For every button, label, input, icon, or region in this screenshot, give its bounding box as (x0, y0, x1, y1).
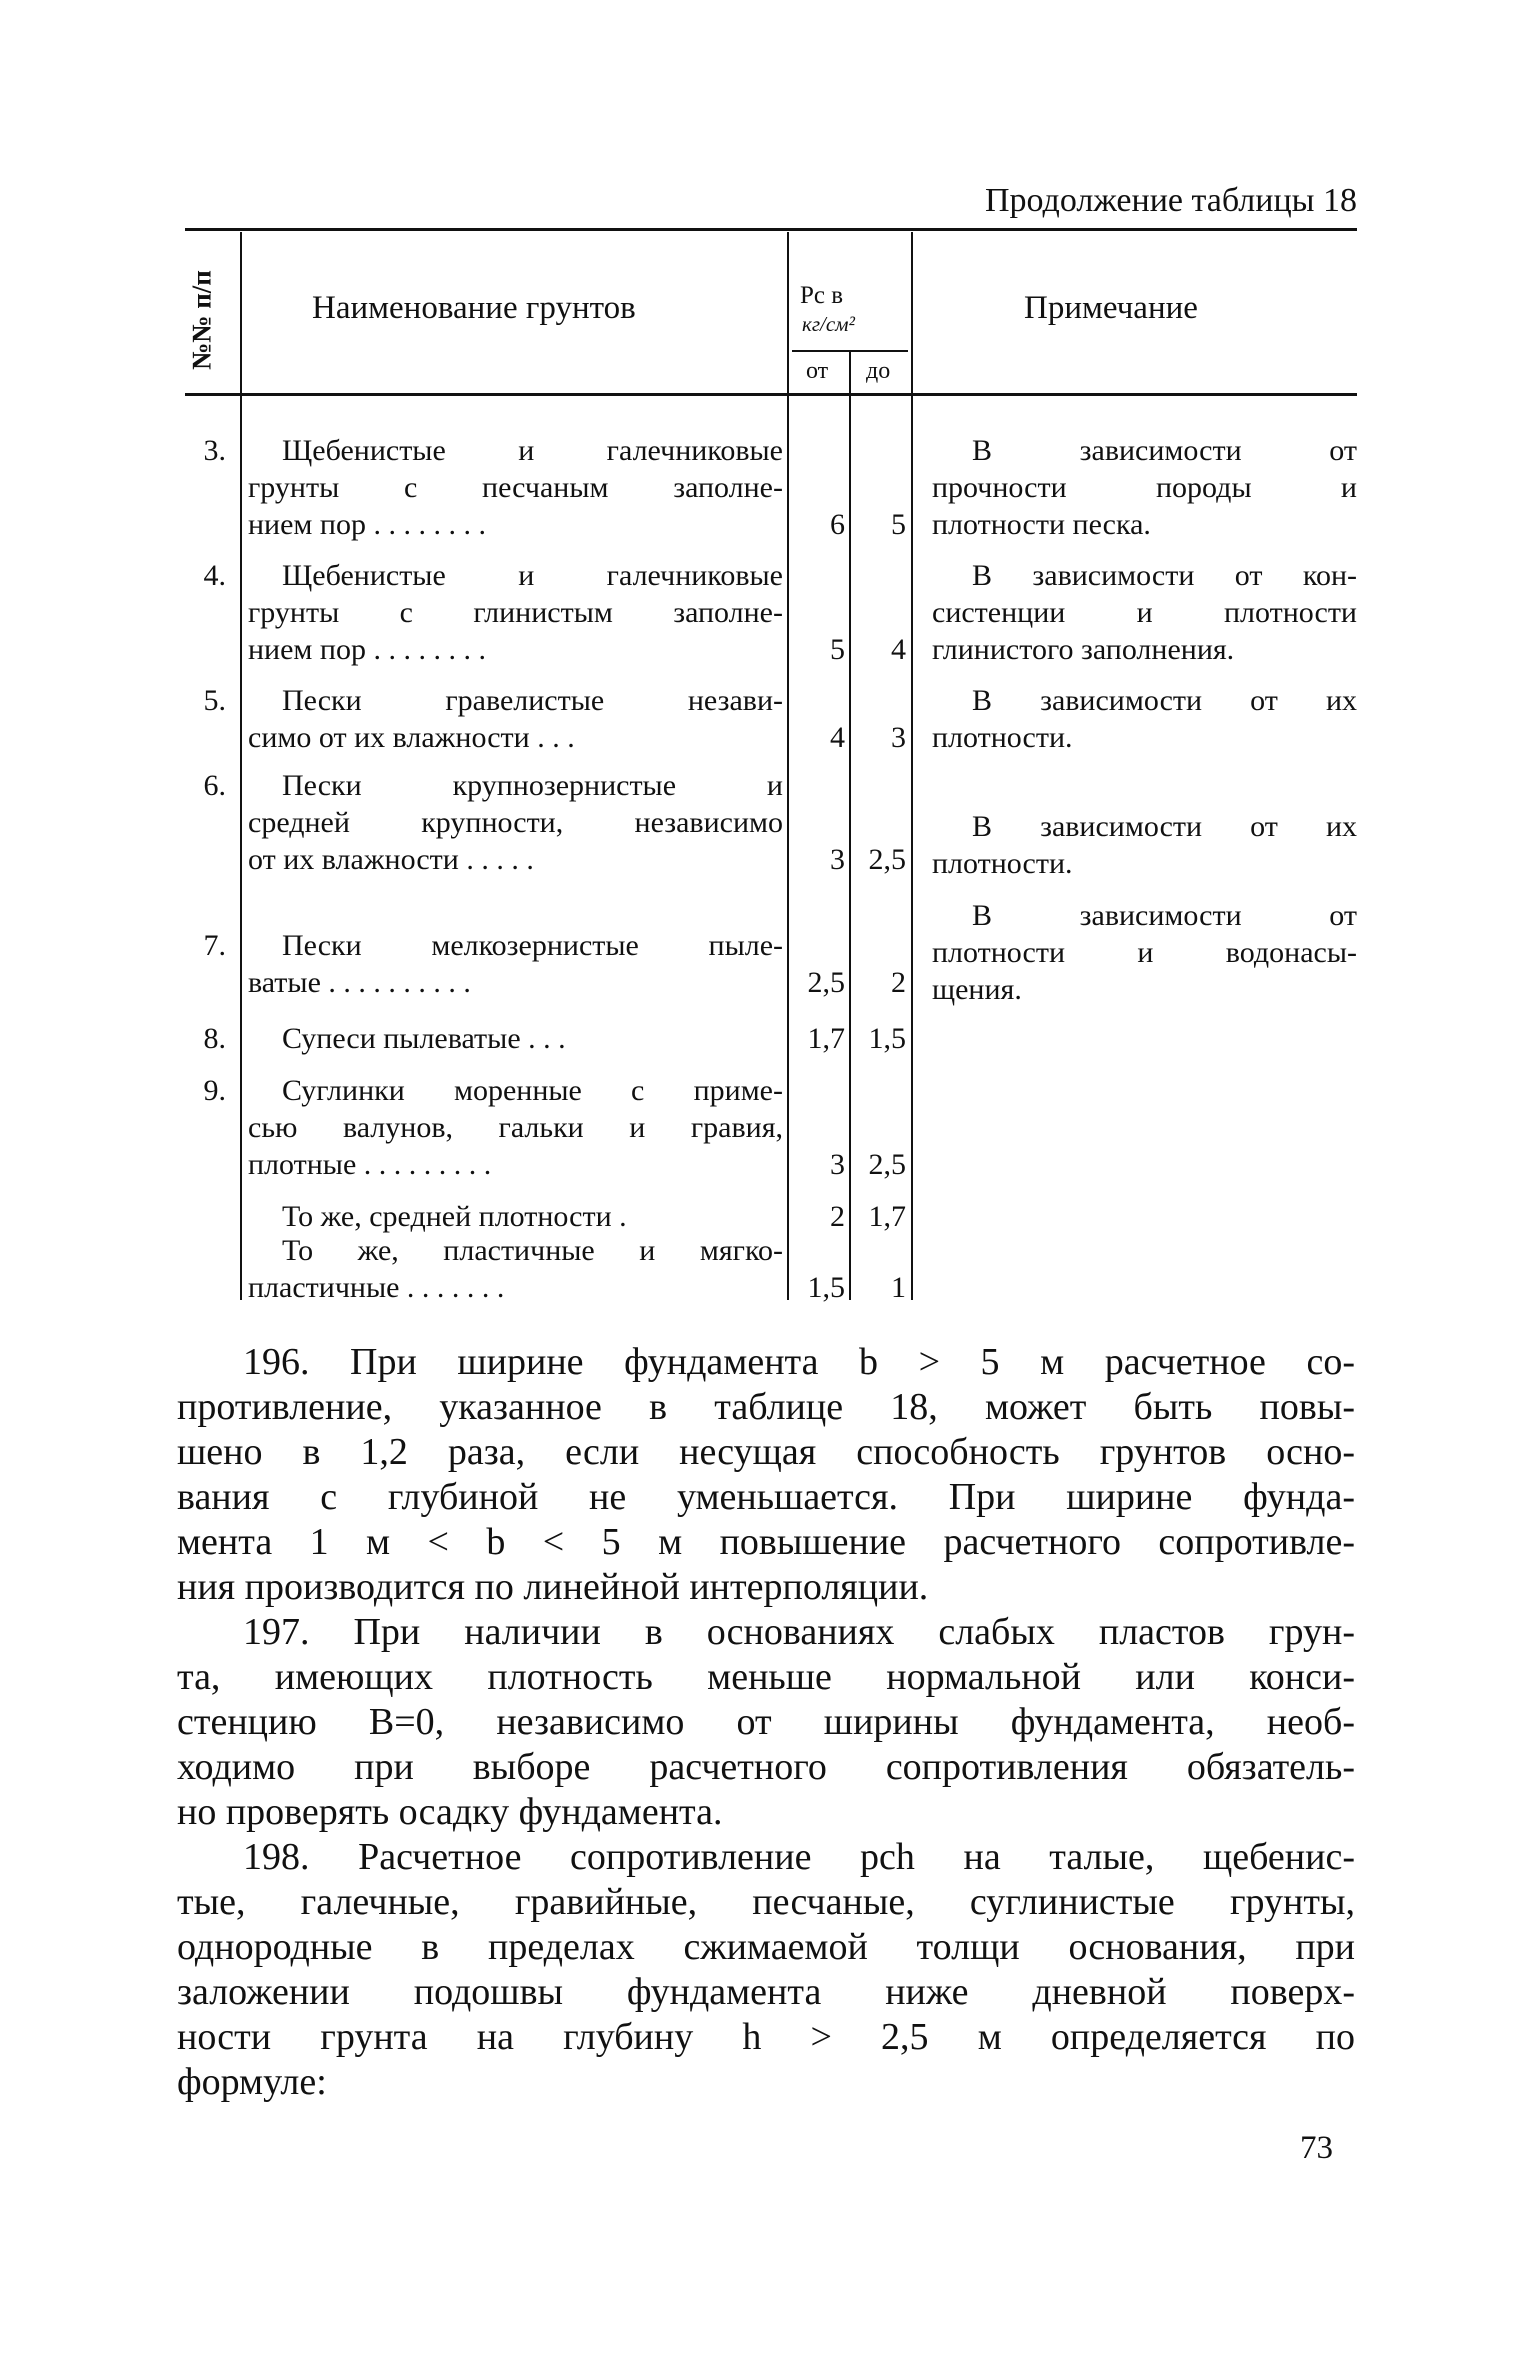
note-line: прочности породы и (932, 471, 1357, 504)
note-line: плотности и водонасы- (932, 936, 1357, 969)
soil-name-line: грунты с песчаным заполне- (248, 471, 783, 504)
soil-name-line: симо от их влажности . . . (248, 721, 575, 754)
soil-name-line: ватые . . . . . . . . . . (248, 966, 471, 999)
note-line: плотности песка. (932, 508, 1151, 541)
table-header-rule (185, 393, 1357, 396)
column-divider (240, 232, 242, 1300)
note-line: систенции и плотности (932, 596, 1357, 629)
paragraph-line: мента 1 м < b < 5 м повышение расчетного сопротивле- (177, 1521, 1355, 1563)
pc-to-value: 1,7 (868, 1200, 906, 1233)
pc-to-value: 2 (891, 966, 906, 999)
soil-name-line: Пески крупнозернистые и (282, 769, 783, 802)
note-line: В зависимости от (972, 899, 1357, 932)
pc-to-value: 1 (891, 1271, 906, 1304)
soil-name (248, 1232, 783, 1306)
pc-from-value: 3 (830, 1148, 845, 1181)
note-line: В зависимости от их (972, 810, 1357, 843)
soil-name (248, 927, 783, 1001)
table-top-rule (185, 228, 1357, 231)
column-divider (849, 350, 851, 1300)
soil-name-line: грунты с глинистым заполне- (248, 596, 783, 629)
pc-from-value: 2,5 (807, 966, 845, 999)
soil-name-line: Супеси пылеватые . . . (282, 1022, 566, 1055)
soil-name-line: средней крупности, независимо (248, 806, 783, 839)
soil-name-line: Щебенистые и галечниковые (282, 559, 783, 592)
row-number: 7. (203, 929, 226, 962)
note-line: В зависимости от (972, 434, 1357, 467)
note-line: щения. (932, 973, 1022, 1006)
soil-name-line: Суглинки моренные с приме- (282, 1074, 783, 1107)
header-num-label: №№ п/п (186, 270, 217, 370)
paragraph-line: 196. При ширине фундамента b > 5 м расчетное со- (243, 1341, 1355, 1383)
header-name: Наименование грунтов (312, 290, 636, 326)
note-cell (932, 432, 1357, 543)
pc-from-value: 2 (830, 1200, 845, 1233)
pc-to-value: 2,5 (868, 843, 906, 876)
paragraph-line: ности грунта на глубину h > 2,5 м определяется по (177, 2016, 1355, 2058)
soil-name (248, 432, 783, 543)
row-number: 4. (203, 559, 226, 592)
pc-from-value: 4 (830, 721, 845, 754)
soil-name (248, 1198, 783, 1235)
paragraph-line: ния производится по линейной интерполяции. (177, 1566, 929, 1608)
row-number: 5. (203, 684, 226, 717)
pc-from-value: 5 (830, 633, 845, 666)
soil-name-line: пластичные . . . . . . . (248, 1271, 505, 1304)
pc-to-value: 4 (891, 633, 906, 666)
paragraph-line: 197. При наличии в основаниях слабых пластов грун- (243, 1611, 1355, 1653)
paragraph (177, 1835, 1355, 2105)
note-line: В зависимости от их (972, 684, 1357, 717)
page-number: 73 (1300, 2130, 1333, 2166)
soil-name-line: Пески мелкозернистые пыле- (282, 929, 783, 962)
header-num (172, 250, 232, 390)
note-cell (932, 682, 1357, 756)
soil-name-line: от их влажности . . . . . (248, 843, 534, 876)
note-cell (932, 808, 1357, 882)
row-number: 8. (203, 1022, 226, 1055)
soil-name (248, 1072, 783, 1183)
soil-name-line: Щебенистые и галечниковые (282, 434, 783, 467)
paragraph (177, 1610, 1355, 1835)
pc-from-value: 1,7 (807, 1022, 845, 1055)
paragraph-line: стенцию B=0, независимо от ширины фундамента, необ- (177, 1701, 1355, 1743)
paragraph (177, 1340, 1355, 1610)
header-pc: Pc в (800, 282, 844, 309)
soil-name-line: То же, пластичные и мягко- (282, 1234, 783, 1267)
soil-name (248, 682, 783, 756)
paragraph-line: та, имеющих плотность меньше нормальной или конси- (177, 1656, 1355, 1698)
column-divider (787, 232, 789, 1300)
note-line: плотности. (932, 721, 1073, 754)
paragraph-line: однородные в пределах сжимаемой толщи основания, при (177, 1926, 1355, 1968)
pc-to-value: 5 (891, 508, 906, 541)
pc-header-divider (792, 350, 908, 352)
paragraph-line: вания с глубиной не уменьшается. При ширине фунда- (177, 1476, 1355, 1518)
paragraph-line: противление, указанное в таблице 18, может быть повы- (177, 1386, 1355, 1428)
table-caption: Продолжение таблицы 18 (984, 182, 1357, 219)
soil-name (248, 1020, 783, 1057)
soil-name (248, 557, 783, 668)
soil-name-line: Пески гравелистые незави- (282, 684, 783, 717)
soil-name-line: То же, средней плотности . (282, 1200, 627, 1233)
soil-name-line: плотные . . . . . . . . . (248, 1148, 492, 1181)
column-divider (911, 232, 913, 1300)
paragraph-line: но проверять осадку фундамента. (177, 1791, 723, 1833)
paragraph-line: ходимо при выборе расчетного сопротивления обязатель- (177, 1746, 1355, 1788)
soil-name-line: нием пор . . . . . . . . (248, 633, 486, 666)
soil-name-line: сью валунов, гальки и гравия, (248, 1111, 783, 1144)
note-cell (932, 897, 1357, 1008)
note-line: В зависимости от кон- (972, 559, 1357, 592)
pc-to-value: 1,5 (868, 1022, 906, 1055)
paragraph-line: тые, галечные, гравийные, песчаные, суглинистые грунты, (177, 1881, 1355, 1923)
header-to: до (866, 358, 891, 384)
header-from: от (806, 358, 829, 384)
pc-to-value: 2,5 (868, 1148, 906, 1181)
pc-from-value: 1,5 (807, 1271, 845, 1304)
header-pc-unit: кг/см² (802, 312, 855, 336)
row-number: 6. (203, 769, 226, 802)
paragraph-line: шено в 1,2 раза, если несущая способность грунтов осно- (177, 1431, 1355, 1473)
note-line: глинистого заполнения. (932, 633, 1235, 666)
paragraph-line: формуле: (177, 2061, 327, 2103)
row-number: 3. (203, 434, 226, 467)
soil-name-line: нием пор . . . . . . . . (248, 508, 486, 541)
paragraph-line: заложении подошвы фундамента ниже дневной поверх- (177, 1971, 1355, 2013)
note-cell (932, 557, 1357, 668)
pc-to-value: 3 (891, 721, 906, 754)
pc-from-value: 6 (830, 508, 845, 541)
note-line: плотности. (932, 847, 1073, 880)
soil-name (248, 767, 783, 878)
header-note: Примечание (1024, 290, 1198, 326)
paragraph-line: 198. Расчетное сопротивление pch на талые, щебенис- (243, 1836, 1355, 1878)
pc-from-value: 3 (830, 843, 845, 876)
row-number: 9. (203, 1074, 226, 1107)
